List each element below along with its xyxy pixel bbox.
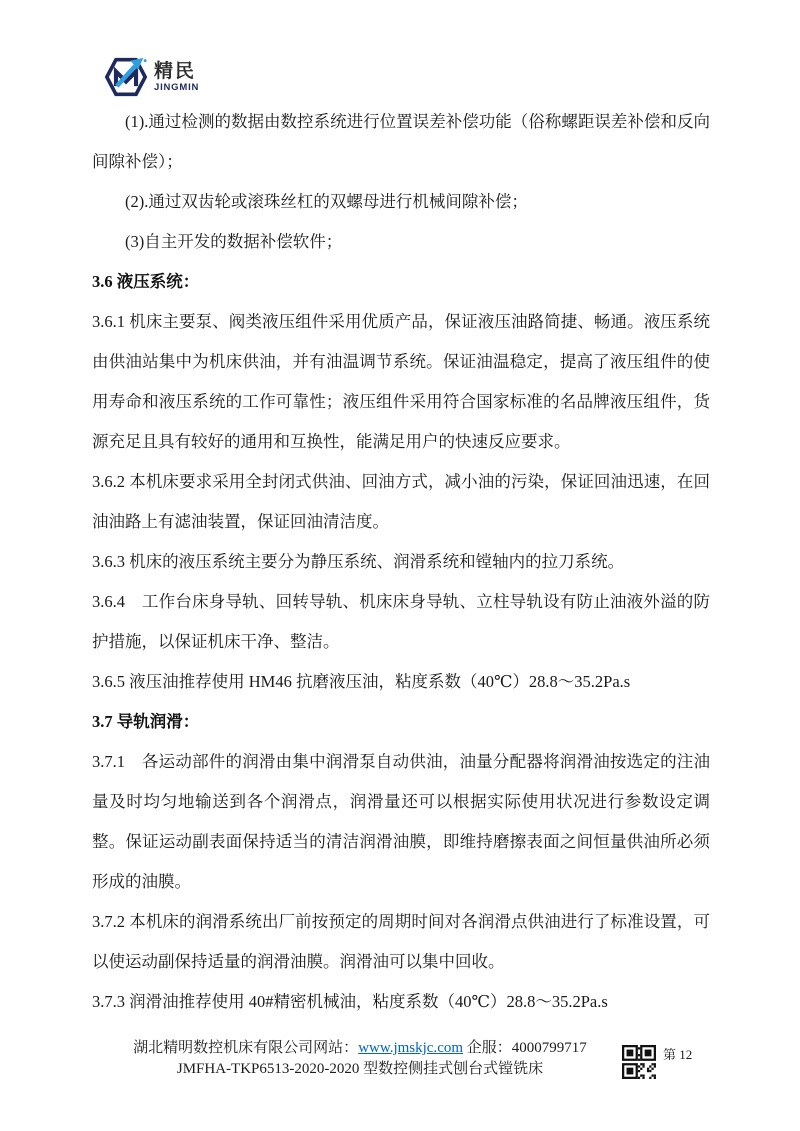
paragraph: (1).通过检测的数据由数控系统进行位置误差补偿功能（俗称螺距误差补偿和反向间隙补偿）； <box>92 112 710 171</box>
logo-text <box>154 62 199 93</box>
document-body <box>92 102 710 1022</box>
paragraph: 3.6.3 机床的液压系统主要分为静压系统、润滑系统和镗轴内的拉刀系统。 <box>92 552 625 571</box>
logo-name-cn: 精民 <box>154 60 197 82</box>
page-footer <box>0 1038 720 1080</box>
section-heading: 3.6 液压系统： <box>92 272 200 291</box>
paragraph: 3.6.4 工作台床身导轨、回转导轨、机床床身导轨、立柱导轨设有防止油液外溢的防护措施，以保证机床干净、整洁。 <box>92 592 710 651</box>
footer-company-line <box>0 1038 720 1059</box>
page-number: 第 12 <box>663 1047 693 1062</box>
jingmin-hexagon-logo-icon <box>104 56 148 98</box>
company-website-label: 湖北精明数控机床有限公司网站： <box>133 1040 359 1056</box>
paragraph: 3.7.2 本机床的润滑系统出厂前按预定的周期时间对各润滑点供油进行了标准设置，可以使运动副保持适量的润滑油膜。润滑油可以集中回收。 <box>92 912 710 971</box>
paragraph: (3)自主开发的数据补偿软件； <box>125 232 343 251</box>
paragraph: 3.6.2 本机床要求采用全封闭式供油、回油方式，减小油的污染，保证回油迅速，在回油油路上有滤油装置，保证回油清洁度。 <box>92 472 710 531</box>
section-heading: 3.7 导轨润滑： <box>92 712 200 731</box>
qr-code <box>622 1045 656 1079</box>
service-phone: 企服：4000799717 <box>466 1040 587 1056</box>
logo-name-en: JINGMIN <box>154 81 200 93</box>
machine-model-line: JMFHA-TKP6513-2020-2020 型数控侧挂式刨台式镗铣床 <box>176 1061 544 1077</box>
paragraph: 3.6.5 液压油推荐使用 HM46 抗磨液压油，粘度系数（40℃）28.8～35.2Pa.s <box>92 672 631 691</box>
paragraph: 3.7.1 各运动部件的润滑由集中润滑泵自动供油，油量分配器将润滑油按选定的注油量及时均匀地输送到各个润滑点，润滑量还可以根据实际使用状况进行参数设定调整。保证运动副表面保持适当的清洁润滑油膜，即维持磨擦表面之间恒量供油所必须形成的油膜。 <box>92 752 710 891</box>
paragraph: 3.6.1 机床主要泵、阀类液压组件采用优质产品，保证液压油路简捷、畅通。液压系统由供油站集中为机床供油，并有油温调节系统。保证油温稳定，提高了液压组件的使用寿命和液压系统的工作可靠性；液压组件采用符合国家标准的名品牌液压组件，货源充足且具有较好的通用和互换性，能满足用户的快速反应要求。 <box>92 312 710 451</box>
paragraph: 3.7.3 润滑油推荐使用 40#精密机械油，粘度系数（40℃）28.8～35.2Pa.s <box>92 992 608 1011</box>
logo <box>104 56 199 98</box>
website-link[interactable]: www.jmskjc.com <box>358 1040 464 1056</box>
paragraph: (2).通过双齿轮或滚珠丝杠的双螺母进行机械间隙补偿； <box>125 192 528 211</box>
